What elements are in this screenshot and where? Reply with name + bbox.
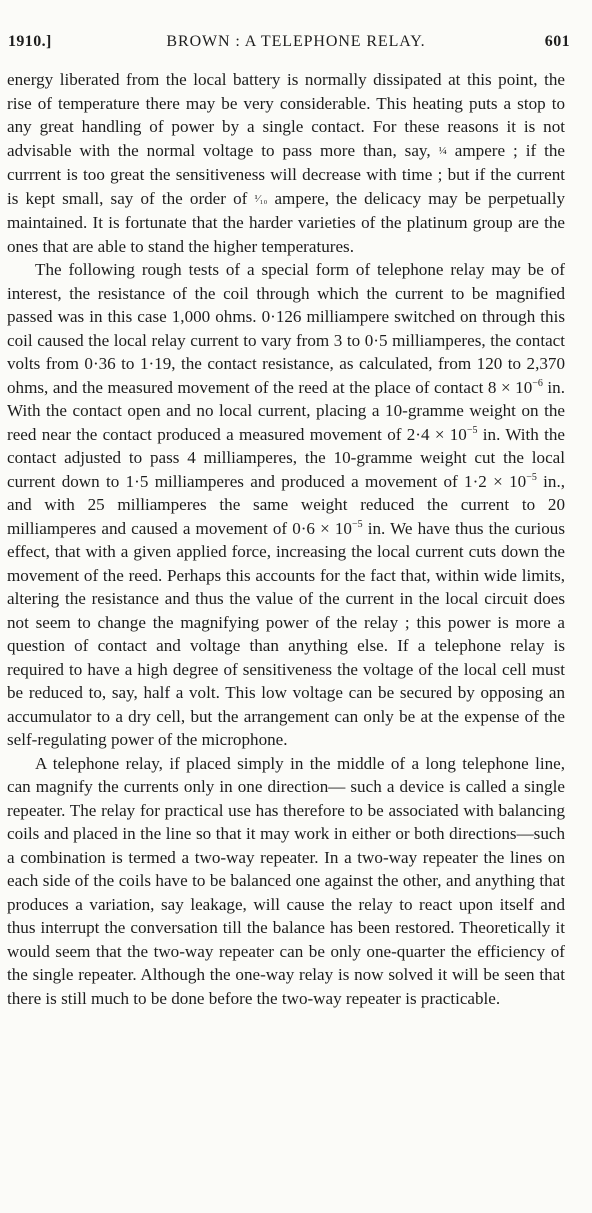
paragraph-continued	[7, 68, 565, 258]
text-run: in. With the contact open and no local current, placing a 10-gramme weight on the reed near the contact produced a measured movement of 2·4 × 10	[7, 377, 565, 444]
text-run: ampere, the delicacy may be perpetually maintained. It is fortunate that the harder varieties of the platinum group are the ones that are able to stand the higher temperatures.	[7, 188, 565, 256]
text-run: The following rough tests of a special form of telephone relay may be of interest, the resistance of the coil through which the current to be magnified passed was in this case 1,000 ohms. 0·126 milliampere switched on through this coil caused the local relay current to vary from 3 to 0·5 milliamperes, the contact volts from 0·36 to 1·19, the contact resistance, as calculated, from 120 to 2,370 ohms, and the measured movement of the reed at the place of contact 8 × 10	[7, 260, 565, 397]
fraction: ¼	[438, 144, 447, 157]
text-run: in. We have thus the curious effect, that with a given applied force, increasing the local current cuts down the movement of the reed. Perhaps this accounts for the fact that, within wide limits, altering the resistance and thus the value of the current in the local circuit does not seem to change the magnifying power of the relay ; this power is more a question of contact and voltage than anything else. If a telephone relay is required to have a high degree of sensitiveness the voltage of the local cell must be reduced to, say, half a volt. This low voltage can be secured by opposing an accumulator to a dry cell, but the arrangement can only be at the expense of the self-regulating power of the microphone.	[7, 518, 565, 749]
fraction: ¹⁄₁₀	[254, 192, 268, 205]
header-year: 1910.]	[8, 33, 52, 50]
text-run: in. With the contact adjusted to pass 4 milliamperes, the 10-gramme weight cut the local current down to 1·5 milliamperes and produced a movement of 1·2 × 10	[7, 424, 565, 491]
page-header	[8, 33, 570, 55]
text-run: A telephone relay, if placed simply in the middle of a long telephone line, can magnify the currents only in one direction— such a device is called a single repeater. The relay for practical use has therefore to be associated with balancing coils and placed in the line so that it may work in either or both directions—such a combination is termed a two-way repeater. In a two-way repeater the lines on each side of the coils have to be balanced one against the other, and anything that produces a variation, say leakage, will cause the relay to react upon itself and thus interrupt the conversation till the balance has been restored. Theoretically it would seem that the two-way repeater can be only one-quarter the efficiency of the single repeater. Although the one-way relay is now solved it will be seen that there is still much to be done before the two-way repeater is practicable.	[7, 753, 565, 1008]
text-run: ampere ; if the currrent is too great the sensitiveness will decrease with time ; but if the current is kept small, say of the order of	[7, 140, 565, 208]
exponent: −5	[351, 518, 363, 530]
article-body	[7, 68, 565, 1010]
paragraph-rough-tests	[7, 258, 565, 752]
text-run: in., and with 25 milliamperes the same weight reduced the current to 20 milliamperes and caused a movement of 0·6 × 10	[7, 471, 565, 538]
exponent: −6	[532, 377, 543, 389]
paragraph-repeater	[7, 752, 565, 1011]
exponent: −5	[526, 471, 537, 483]
text-run: energy liberated from the local battery is normally dissipated at this point, the rise of temperature there may be very considerable. This heating puts a stop to any great handling of power by a single contact. For these reasons it is not advisable with the normal voltage to pass more than, say,	[7, 70, 565, 160]
exponent: −5	[466, 424, 478, 436]
running-title: BROWN : A TELEPHONE RELAY.	[166, 33, 426, 50]
page-number: 601	[544, 33, 570, 50]
